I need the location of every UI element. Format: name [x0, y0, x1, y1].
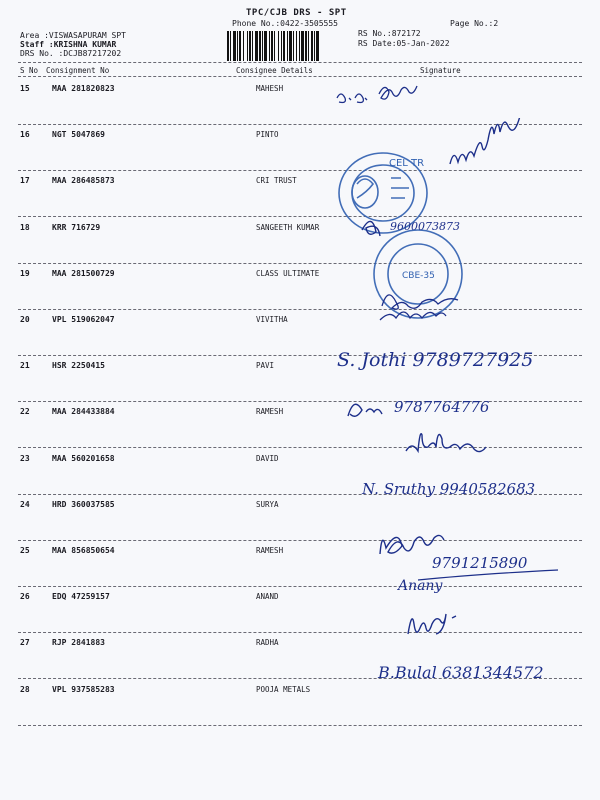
row-serial-number: 21 [20, 361, 30, 370]
row-consignee-name: ANAND [256, 592, 279, 601]
area-field: Area :VISWASAPURAM SPT [20, 31, 126, 40]
row-serial-number: 25 [20, 546, 30, 555]
row-consignment-number: HRD 360037585 [52, 500, 115, 509]
row-serial-number: 20 [20, 315, 30, 324]
row-divider [18, 309, 582, 310]
row-consignment-number: RJP 2841883 [52, 638, 105, 647]
signature-row-27 [402, 606, 472, 646]
drs-number: DRS No. :DCJB87217202 [20, 49, 122, 58]
row-serial-number: 19 [20, 269, 30, 278]
row-serial-number: 22 [20, 407, 30, 416]
row-divider [18, 586, 582, 587]
stamp-text-1: CEL TR [389, 158, 425, 169]
row-serial-number: 27 [20, 638, 30, 647]
row-consignee-name: POOJA METALS [256, 685, 311, 694]
signature-row-26 [396, 568, 486, 602]
row-consignment-number: VPL 519062047 [52, 315, 115, 324]
row-consignee-name: MAHESH [256, 84, 284, 93]
stamp-text-2: CBE-35 [402, 271, 435, 281]
row-consignee-name: RADHA [256, 638, 279, 647]
phone-number: Phone No.:0422-3505555 [232, 19, 338, 28]
signature-row-19-20 [372, 276, 488, 328]
row-consignment-number: MAA 281820823 [52, 84, 115, 93]
row-consignee-name: DAVID [256, 454, 279, 463]
signature-row-23 [398, 425, 498, 465]
column-header-divider [18, 76, 582, 77]
rs-date: RS Date:05-Jan-2022 [358, 39, 450, 48]
header-divider [18, 62, 582, 63]
row-consignment-number: MAA 286485873 [52, 176, 115, 185]
row-divider [18, 263, 582, 264]
row-consignment-number: NGT 5047869 [52, 130, 105, 139]
row-consignment-number: MAA 560201658 [52, 454, 115, 463]
staff-field: Staff :KRISHNA KUMAR [20, 40, 117, 49]
row-consignee-name: CLASS ULTIMATE [256, 269, 320, 278]
placeholder [448, 128, 449, 129]
signature-row-24 [360, 472, 590, 520]
row-consignment-number: MAA 856850654 [52, 546, 115, 555]
signature-text-21: S. Jothi 9789727925 [337, 349, 534, 371]
barcode-image [227, 31, 352, 61]
row-consignment-number: KRR 716729 [52, 223, 101, 232]
signature-text-24: N. Sruthy 9940582683 [362, 480, 536, 498]
row-consignment-number: MAA 284433884 [52, 407, 115, 416]
col-consignment-header: Consignment No [46, 66, 110, 75]
signature-text-26: Anany [398, 578, 443, 594]
row-serial-number: 24 [20, 500, 30, 509]
row-consignee-name: SURYA [256, 500, 279, 509]
signature-text-28: B.Bulal 6381344572 [378, 663, 544, 682]
sheet-title: TPC/CJB DRS - SPT [246, 8, 347, 18]
row-serial-number: 26 [20, 592, 30, 601]
row-serial-number: 28 [20, 685, 30, 694]
row-consignment-number: VPL 937585283 [52, 685, 115, 694]
signature-row-28 [376, 652, 586, 692]
row-consignee-name: PINTO [256, 130, 279, 139]
row-serial-number: 15 [20, 84, 30, 93]
signature-row-18 [360, 206, 478, 246]
row-serial-number: 18 [20, 223, 30, 232]
row-consignee-name: SANGEETH KUMAR [256, 223, 320, 232]
col-signature-header: Signature [420, 66, 461, 75]
rs-number: RS No.:872172 [358, 29, 421, 38]
row-consignment-number: EDQ 47259157 [52, 592, 110, 601]
row-consignee-name: RAMESH [256, 407, 284, 416]
row-consignment-number: HSR 2250415 [52, 361, 105, 370]
row-consignment-number: MAA 281500729 [52, 269, 115, 278]
signature-text-22: 9787764776 [394, 398, 490, 416]
col-sno-header: S No [20, 66, 39, 75]
row-serial-number: 16 [20, 130, 30, 139]
signature-row-21 [335, 342, 585, 382]
row-divider [18, 725, 582, 726]
row-serial-number: 23 [20, 454, 30, 463]
signature-row-22 [344, 390, 544, 426]
signature-phone-18: 9600073873 [390, 220, 460, 233]
row-serial-number: 17 [20, 176, 30, 185]
row-divider [18, 632, 582, 633]
page-number: Page No.:2 [450, 19, 499, 28]
row-consignee-name: PAVI [256, 361, 275, 370]
col-consignee-header: Consignee Details [236, 66, 313, 75]
row-consignee-name: VIVITHA [256, 315, 288, 324]
row-divider [18, 216, 582, 217]
signature-text-25: 9791215890 [432, 554, 528, 572]
row-consignee-name: RAMESH [256, 546, 284, 555]
row-consignee-name: CRI TRUST [256, 176, 297, 185]
